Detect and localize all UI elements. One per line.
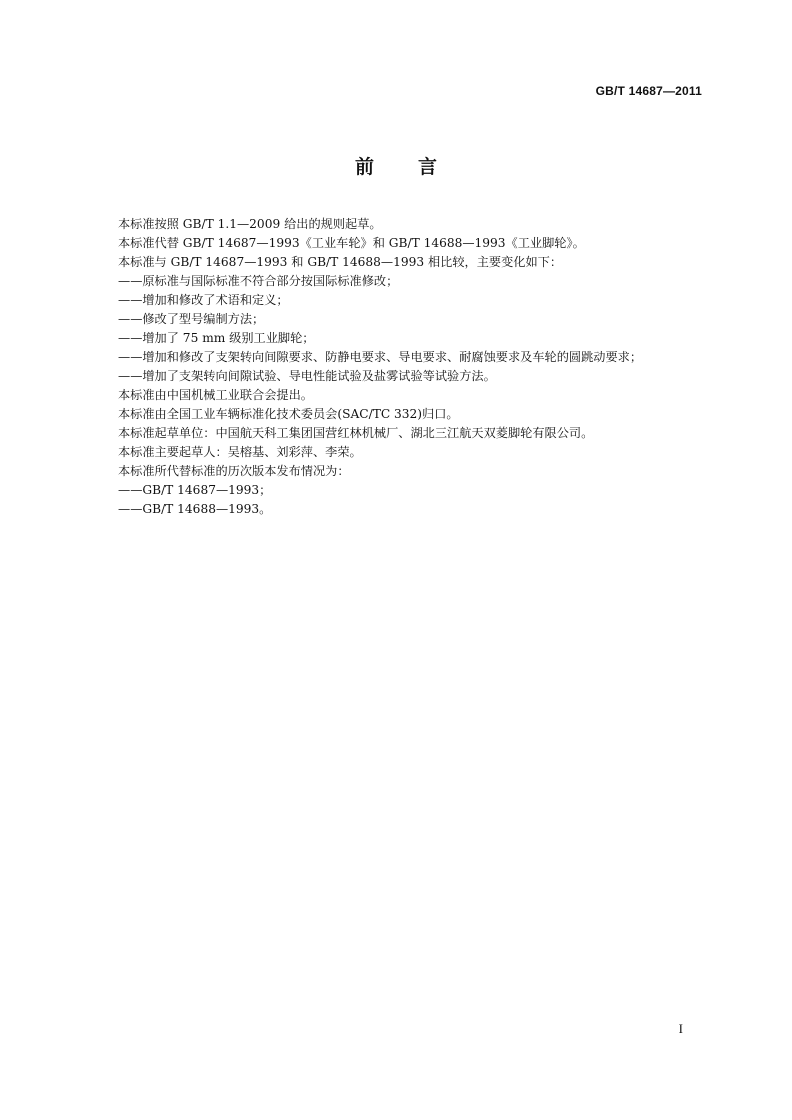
list-item: ——修改了型号编制方法； [118,312,265,326]
text-line: 本标准按照 GB/T 1.1—2009 给出的规则起草。 [118,217,382,231]
standard-code: GB/T 14687—2011 [595,84,702,98]
page-number: I [678,1021,683,1036]
list-item: ——增加了 75 mm 级别工业脚轮； [118,331,315,345]
list-item: ——原标准与国际标准不符合部分按国际标准修改； [118,274,399,288]
list-item: ——GB/T 14688—1993。 [118,502,272,516]
text-line: 本标准起草单位：中国航天科工集团国营红林机械厂、湖北三江航天双菱脚轮有限公司。 [118,426,594,440]
preface-body [118,215,708,519]
text-line: 本标准由中国机械工业联合会提出。 [118,388,313,402]
text-line: 本标准由全国工业车辆标准化技术委员会(SAC/TC 332)归口。 [118,407,459,421]
text-line: 本标准主要起草人：吴榕基、刘彩萍、李荣。 [118,445,362,459]
list-item: ——增加和修改了术语和定义； [118,293,289,307]
list-item: ——GB/T 14687—1993； [118,483,272,497]
list-item: ——增加了支架转向间隙试验、导电性能试验及盐雾试验等试验方法。 [118,369,496,383]
page-title: 前言 [354,156,481,178]
text-line: 本标准所代替标准的历次版本发布情况为： [118,464,350,478]
list-item: ——增加和修改了支架转向间隙要求、防静电要求、导电要求、耐腐蚀要求及车轮的圆跳动要求； [118,350,643,364]
text-line: 本标准代替 GB/T 14687—1993《工业车轮》和 GB/T 14688—1993《工业脚轮》。 [118,236,585,250]
text-line: 本标准与 GB/T 14687—1993 和 GB/T 14688—1993 相比较，主要变化如下： [118,255,563,269]
